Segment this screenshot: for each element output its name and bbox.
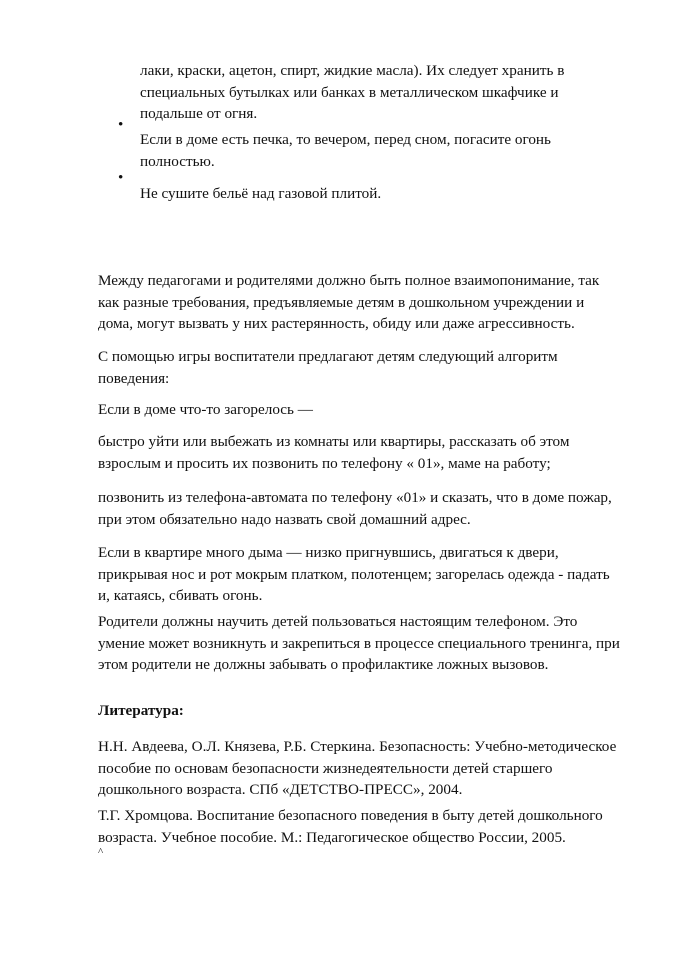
bullet-item-1: Если в доме есть печка, то вечером, перед сном, погасите огонь полностью. [140,131,551,170]
paragraph-if-fire: Если в доме что-то загорелось — [98,401,313,418]
bullet-marker-2: • [118,169,124,186]
paragraph-call-01: позвонить из телефона-автомата по телефону «01» и сказать, что в доме пожар, при этом обязательно надо назвать свой домашний адрес. [98,489,612,528]
literature-item-2: Т.Г. Хромцова. Воспитание безопасного поведения в быту детей дошкольного возраста. Учебное пособие. М.: Педагогическое общество России, 2005. [98,807,603,846]
literature-item-1: Н.Н. Авдеева, О.Л. Князева, Р.Б. Стеркина. Безопасность: Учебно-методическое пособие по основам безопасности жизнедеятельности детей старшего дошкольного возраста. СПб «ДЕТСТВО-ПРЕСС», 2004. [98,738,617,798]
paragraph-game-algorithm: С помощью игры воспитатели предлагают детям следующий алгоритм поведения: [98,348,558,387]
list-item-continuation: лаки, краски, ацетон, спирт, жидкие масла). Их следует хранить в специальных бутылках или банках в металлическом шкафчике и подальше от огня. [140,62,565,122]
paragraph-leave-room: быстро уйти или выбежать из комнаты или квартиры, рассказать об этом взрослым и просить их позвонить по телефону « 01», маме на работу; [98,433,570,472]
paragraph-smoke: Если в квартире много дыма — низко пригнувшись, двигаться к двери, прикрывая нос и рот мокрым платком, полотенцем; загорелась одежда - падать и, катаясь, сбивать огонь. [98,544,610,604]
bullet-item-2: Не сушите бельё над газовой плитой. [140,185,382,202]
paragraph-parents-telephone: Родители должны научить детей пользоваться настоящим телефоном. Это умение может возникнуть и закрепиться в процессе специального тренинга, при этом родители не должны забывать о профилактике ложных вызовов. [98,613,620,673]
trailing-caret-mark: ^ [98,846,104,858]
bullet-marker-1: • [118,116,124,133]
literature-heading: Литература: [98,702,184,719]
paragraph-mutual-understanding: Между педагогами и родителями должно быть полное взаимопонимание, так как разные требования, предъявляемые детям в дошкольном учреждении и дома, могут вызвать у них растерянность, обиду или даже агрессивность. [98,272,600,332]
